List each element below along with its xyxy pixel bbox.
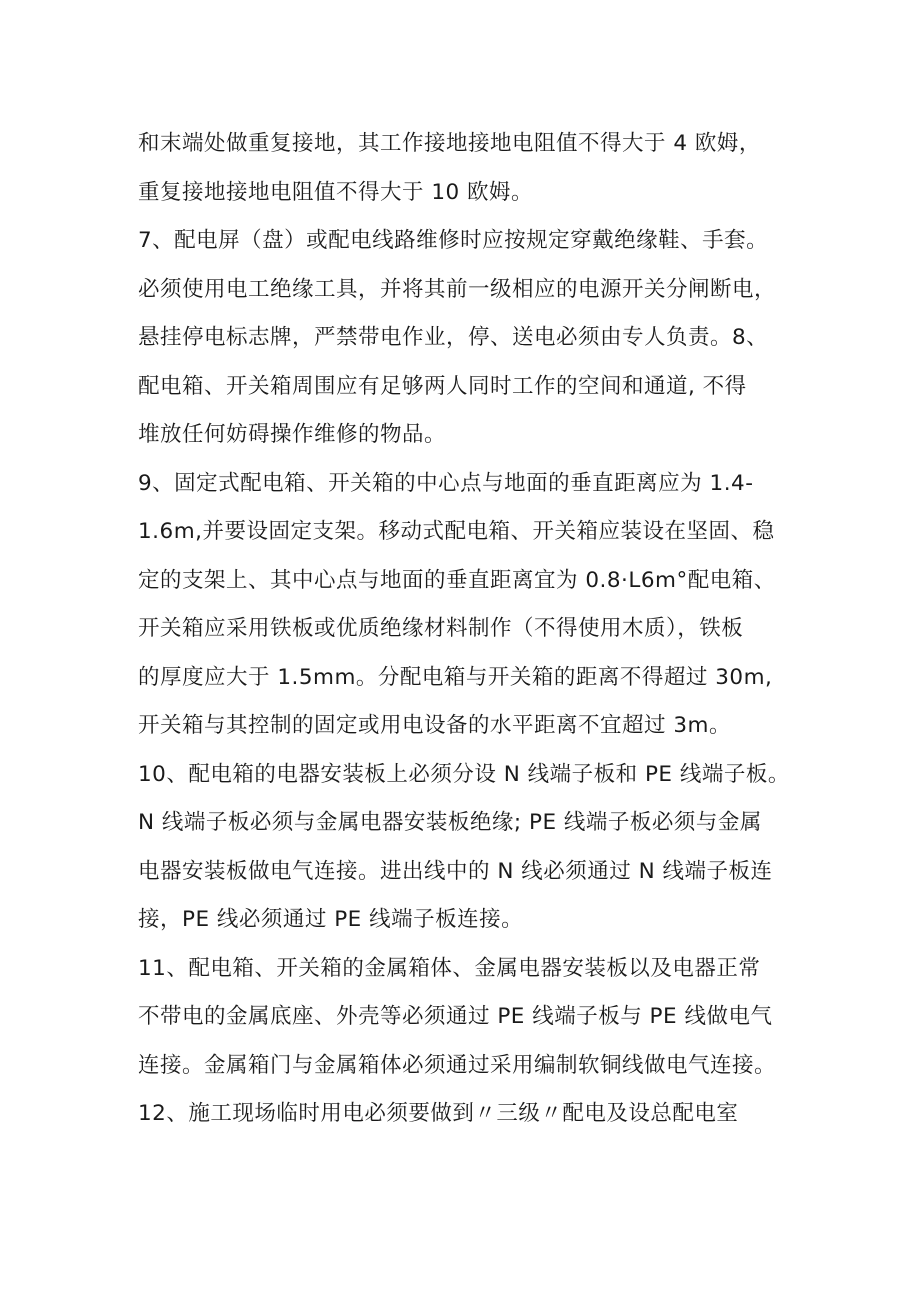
body-text: [138, 120, 798, 1139]
text-line: 配电箱、开关箱周围应有足够两人同时工作的空间和通道, 不得: [138, 373, 747, 399]
text-line: 10、配电箱的电器安装板上必须分设 N 线端子板和 PE 线端子板。: [138, 761, 790, 787]
text-line: 连接。金属箱门与金属箱体必须通过采用编制软铜线做电气连接。: [138, 1052, 777, 1078]
text-line: N 线端子板必须与金属电器安装板绝缘; PE 线端子板必须与金属: [138, 810, 762, 835]
text-line: 7、配电屏（盘）或配电线路维修时应按规定穿戴绝缘鞋、手套。: [138, 228, 769, 253]
text-line: 11、配电箱、开关箱的金属箱体、金属电器安装板以及电器正常: [138, 955, 761, 981]
text-line: 电器安装板做电气连接。进出线中的 N 线必须通过 N 线端子板连: [138, 858, 773, 884]
text-line: 开关箱与其控制的固定或用电设备的水平距离不宜超过 3m。: [138, 713, 731, 738]
text-line: 定的支架上、其中心点与地面的垂直距离宜为 0.8·L6m°配电箱、: [138, 567, 776, 593]
text-line: 1.6m,并要设固定支架。移动式配电箱、开关箱应装设在坚固、稳: [138, 519, 775, 544]
text-line: 的厚度应大于 1.5mm。分配电箱与开关箱的距离不得超过 30m,: [138, 664, 773, 690]
text-line: 9、固定式配电箱、开关箱的中心点与地面的垂直距离应为 1.4-: [138, 470, 754, 496]
text-line: 12、施工现场临时用电必须要做到〃三级〃配电及设总配电室: [138, 1101, 739, 1126]
text-line: 和末端处做重复接地，其工作接地接地电阻值不得大于 4 欧姆，: [138, 131, 761, 156]
text-line: 不带电的金属底座、外壳等必须通过 PE 线端子板与 PE 线做电气: [138, 1004, 773, 1029]
text-line: 接，PE 线必须通过 PE 线端子板连接。: [138, 907, 524, 932]
text-line: 悬挂停电标志牌，严禁带电作业，停、送电必须由专人负责。8、: [138, 325, 769, 350]
text-line: 必须使用电工绝缘工具，并将其前一级相应的电源开关分闸断电，: [138, 276, 777, 302]
text-line: 开关箱应采用铁板或优质绝缘材料制作（不得使用木质），铁板: [138, 616, 744, 641]
text-line: 堆放任何妨碍操作维修的物品。: [138, 422, 447, 447]
text-line: 重复接地接地电阻值不得大于 10 欧姆。: [138, 179, 534, 205]
